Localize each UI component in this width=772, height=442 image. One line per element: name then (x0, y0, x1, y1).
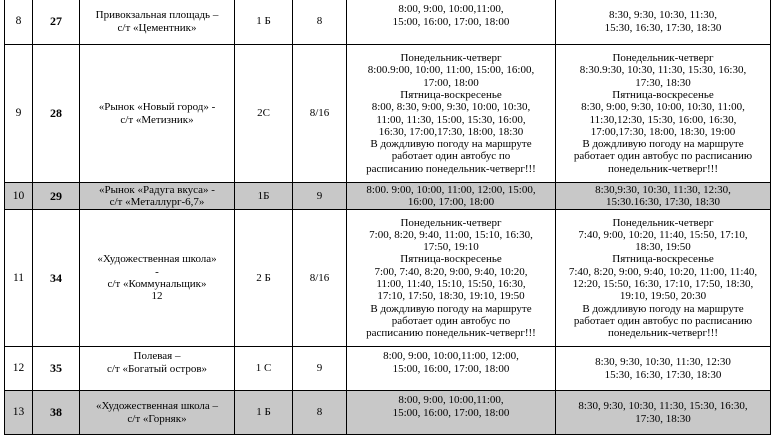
table-row (5, 347, 771, 391)
table-row (5, 0, 771, 45)
departure-times-end: Понедельник-четверг 8:30.9:30, 10:30, 11:30, 15:30, 16:30, 17:30, 18:30 Пятница-воскресенье 8:30, 9:00, 9:30, 10:00, 10:30, 11:00, 11:30,12:30, 15:30, 16:00, 16:30, 17:00,17:30, 18:00, 18:30, 19:00 В дождливую погоду на маршруте работает один автобус по расписанию понедельник-четверг!!! (556, 45, 771, 183)
route-number: 27 (33, 0, 80, 45)
row-number: 9 (5, 45, 33, 183)
departure-times-end: 8:30, 9:30, 10:30, 11:30, 12:30 15:30, 16:30, 17:30, 18:30 (556, 347, 771, 391)
bus-class: 1 Б (235, 0, 293, 45)
bus-count: 8/16 (293, 210, 347, 347)
departure-times-start: 8:00, 9:00, 10:00,11:00, 15:00, 16:00, 17:00, 18:00 (347, 0, 556, 45)
route-name: Привокзальная площадь – с/т «Цементник» (80, 0, 235, 45)
route-name: «Художественная школа – с/т «Горняк» (80, 391, 235, 435)
route-number: 28 (33, 45, 80, 183)
departure-times-start: Понедельник-четверг 7:00, 8:20, 9:40, 11:00, 15:10, 16:30, 17:50, 19:10 Пятница-воскресенье 7:00, 7:40, 8:20, 9:00, 9:40, 10:20, 11:00, 11:40, 15:10, 15:50, 16:30, 17:10, 17:50, 18:30, 19:10, 19:50 В дождливую погоду на маршруте работает один автобус по расписанию понедельник-четверг!!! (347, 210, 556, 347)
row-number: 13 (5, 391, 33, 435)
route-name: «Рынок «Новый город» - с/т «Метизник» (80, 45, 235, 183)
row-number: 8 (5, 0, 33, 45)
departure-times-start: 8:00, 9:00, 10:00,11:00, 12:00, 15:00, 16:00, 17:00, 18:00 (347, 347, 556, 391)
bus-count: 8 (293, 391, 347, 435)
bus-class: 1 С (235, 347, 293, 391)
departure-times-start: 8:00, 9:00, 10:00,11:00, 15:00, 16:00, 17:00, 18:00 (347, 391, 556, 435)
row-number: 12 (5, 347, 33, 391)
bus-class: 1 Б (235, 391, 293, 435)
bus-class: 2С (235, 45, 293, 183)
departure-times-end: Понедельник-четверг 7:40, 9:00, 10:20, 11:40, 15:50, 17:10, 18:30, 19:50 Пятница-воскресенье 7:40, 8:20, 9:00, 9:40, 10:20, 11:00, 11:40, 12:20, 15:50, 16:30, 17:10, 17:50, 18:30, 19:10, 19:50, 20:30 В дождливую погоду на маршруте работает один автобус по расписанию понедельник-четверг!!! (556, 210, 771, 347)
table-row (5, 45, 771, 183)
bus-count: 9 (293, 347, 347, 391)
departure-times-end: 8:30,9:30, 10:30, 11:30, 12:30, 15:30.16:30, 17:30, 18:30 (556, 183, 771, 210)
row-number: 11 (5, 210, 33, 347)
route-name: «Рынок «Радуга вкуса» - с/т «Металлург-6,7» (80, 183, 235, 210)
departure-times-end: 8:30, 9:30, 10:30, 11:30, 15:30, 16:30, 17:30, 18:30 (556, 0, 771, 45)
departure-times-end: 8:30, 9:30, 10:30, 11:30, 15:30, 16:30, 17:30, 18:30 (556, 391, 771, 435)
departure-times-start: Понедельник-четверг 8:00.9:00, 10:00, 11:00, 15:00, 16:00, 17:00, 18:00 Пятница-воскресенье 8:00, 8:30, 9:00, 9:30, 10:00, 10:30, 11:00, 11:30, 15:00, 15:30, 16:00, 16:30, 17:00,17:30, 18:00, 18:30 В дождливую погоду на маршруте работает один автобус по расписанию понедельник-четверг!!! (347, 45, 556, 183)
route-number: 38 (33, 391, 80, 435)
route-number: 34 (33, 210, 80, 347)
table-row (5, 210, 771, 347)
route-name: «Художественная школа» - с/т «Коммунальщик» 12 (80, 210, 235, 347)
departure-times-start: 8:00. 9:00, 10:00, 11:00, 12:00, 15:00, 16:00, 17:00, 18:00 (347, 183, 556, 210)
bus-count: 8 (293, 0, 347, 45)
bus-count: 9 (293, 183, 347, 210)
bus-count: 8/16 (293, 45, 347, 183)
bus-class: 1Б (235, 183, 293, 210)
table-row (5, 391, 771, 435)
row-number: 10 (5, 183, 33, 210)
route-name: Полевая – с/т «Богатый остров» (80, 347, 235, 391)
bus-class: 2 Б (235, 210, 293, 347)
table-row (5, 183, 771, 210)
route-number: 35 (33, 347, 80, 391)
route-number: 29 (33, 183, 80, 210)
schedule-table (4, 0, 771, 435)
